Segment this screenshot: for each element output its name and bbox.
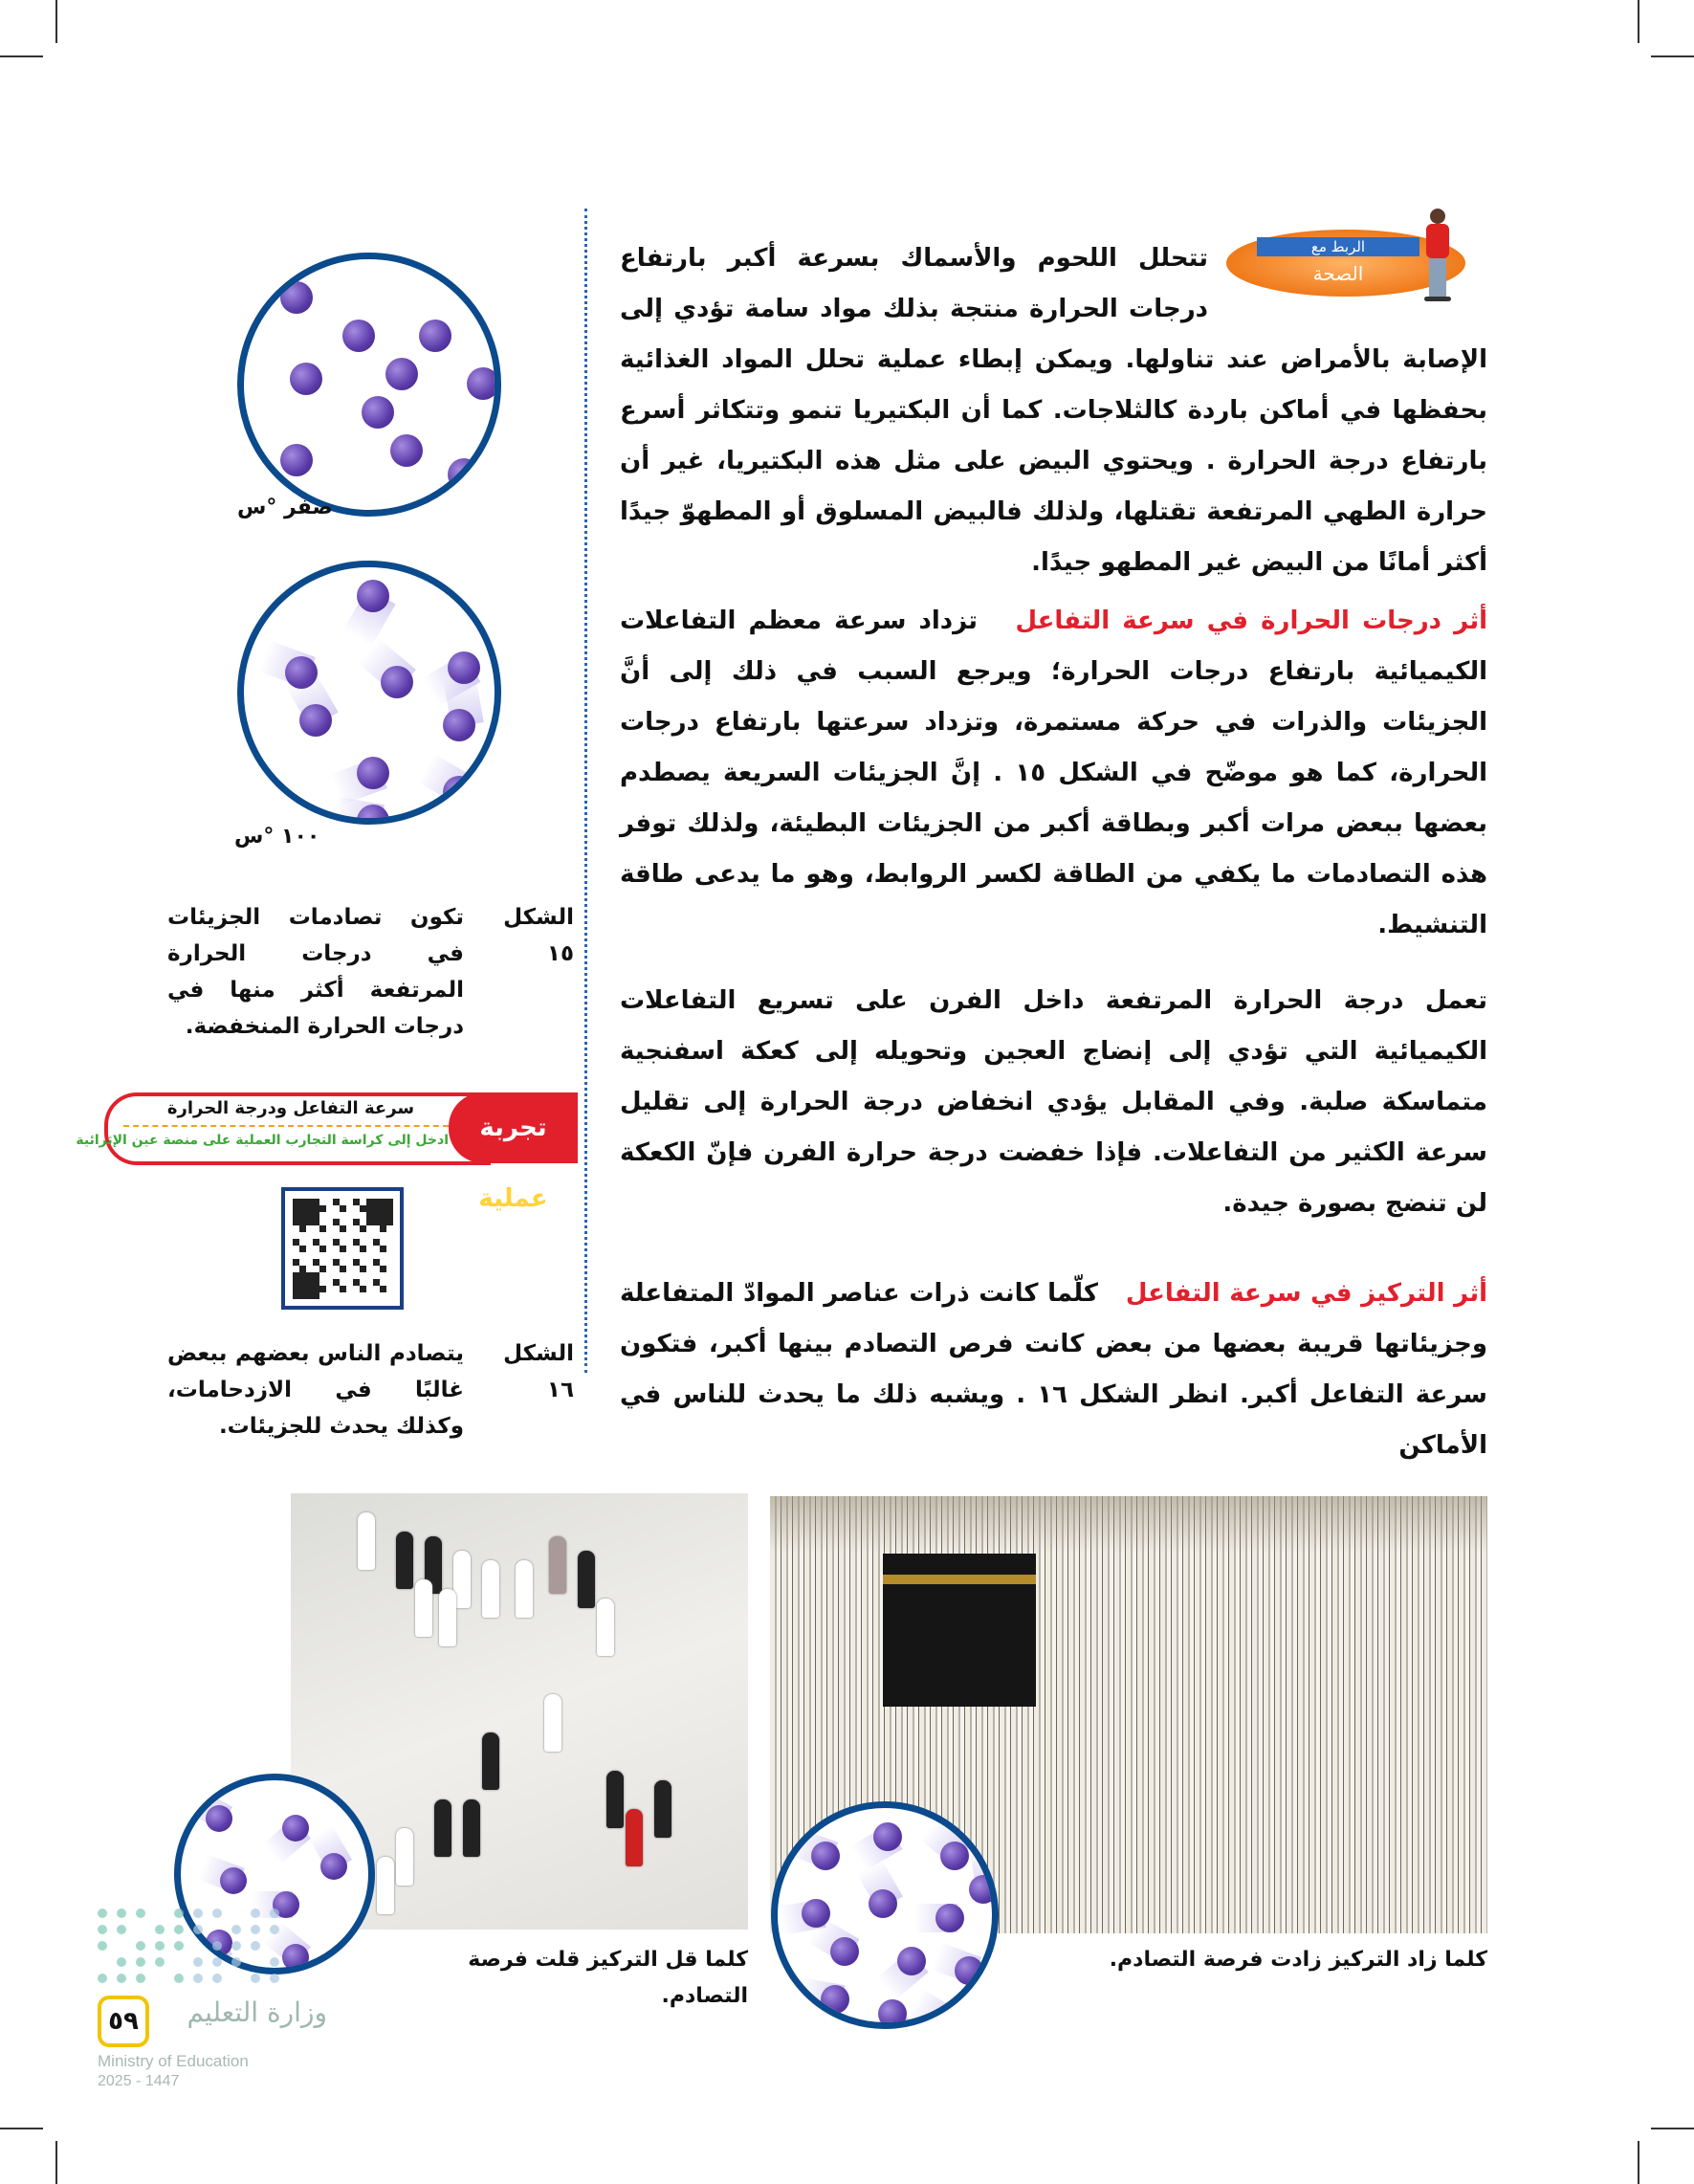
qr-module bbox=[353, 1219, 360, 1225]
qr-code[interactable] bbox=[281, 1187, 404, 1310]
logo-dot bbox=[136, 1908, 145, 1918]
qr-module bbox=[299, 1272, 306, 1279]
logo-dot bbox=[251, 1925, 260, 1934]
crop-mark bbox=[1651, 55, 1694, 57]
crop-mark bbox=[0, 55, 43, 57]
page-number: ٥٩ bbox=[98, 1996, 149, 2047]
qr-module bbox=[360, 1266, 366, 1272]
hot-molecules-diagram bbox=[237, 561, 501, 825]
molecule bbox=[390, 434, 423, 467]
person bbox=[439, 1589, 456, 1646]
qr-module bbox=[380, 1219, 386, 1225]
label-hundred-celsius: ١٠٠ °س bbox=[234, 825, 320, 849]
logo-dot bbox=[251, 1974, 260, 1983]
qr-module bbox=[386, 1219, 393, 1225]
qr-module bbox=[319, 1286, 326, 1292]
qr-module bbox=[293, 1199, 299, 1205]
qr-module bbox=[340, 1225, 346, 1232]
logo-dot bbox=[98, 1925, 107, 1934]
molecule bbox=[419, 320, 451, 352]
logo-dot bbox=[212, 1941, 222, 1951]
qr-module bbox=[299, 1246, 306, 1252]
section-heading-temperature: أثر درجات الحرارة في سرعة التفاعل bbox=[1015, 607, 1487, 635]
molecule bbox=[282, 1815, 309, 1842]
logo-dot bbox=[136, 1941, 145, 1951]
logo-dot bbox=[174, 1941, 184, 1951]
qr-module bbox=[319, 1246, 326, 1252]
molecule bbox=[448, 458, 480, 491]
qr-module bbox=[360, 1205, 366, 1212]
logo-dot bbox=[212, 1974, 222, 1983]
qr-module bbox=[360, 1286, 366, 1292]
logo-dot bbox=[251, 1908, 260, 1918]
qr-module bbox=[373, 1199, 380, 1205]
qr-module bbox=[299, 1205, 306, 1212]
temperature-section bbox=[620, 596, 1487, 951]
experiment-tag: تجربة bbox=[479, 1114, 547, 1142]
qr-module bbox=[313, 1212, 319, 1219]
person bbox=[516, 1560, 533, 1618]
qr-module bbox=[373, 1259, 380, 1266]
qr-module bbox=[293, 1219, 299, 1225]
qr-module bbox=[353, 1279, 360, 1286]
person bbox=[377, 1857, 394, 1914]
logo-dot bbox=[231, 1957, 241, 1967]
qr-module bbox=[306, 1292, 313, 1299]
qr-module bbox=[373, 1205, 380, 1212]
person bbox=[606, 1771, 624, 1828]
label-zero-celsius: صفر °س bbox=[237, 496, 333, 519]
qr-module bbox=[299, 1266, 306, 1272]
qr-module bbox=[306, 1212, 313, 1219]
molecule bbox=[299, 704, 332, 737]
logo-dot bbox=[193, 1957, 203, 1967]
crop-mark bbox=[0, 2128, 43, 2129]
logo-dot bbox=[270, 1974, 279, 1983]
qr-module bbox=[366, 1205, 373, 1212]
qr-module bbox=[293, 1292, 299, 1299]
qr-module bbox=[333, 1219, 340, 1225]
qr-module bbox=[319, 1266, 326, 1272]
molecule bbox=[342, 320, 375, 352]
qr-module bbox=[299, 1219, 306, 1225]
logo-dot bbox=[231, 1941, 241, 1951]
logo-dot bbox=[117, 1925, 126, 1934]
qr-module bbox=[353, 1239, 360, 1246]
molecule bbox=[357, 757, 389, 789]
qr-module bbox=[293, 1279, 299, 1286]
qr-module bbox=[340, 1205, 346, 1212]
oven-paragraph: تعمل درجة الحرارة المرتفعة داخل الفرن على تسريع التفاعلات الكيميائية التي تؤدي إلى إنضاج العجين وتحويله إلى كعكة اسفنجية متماسكة صلبة. وفي المقابل يؤدي انخفاض درجة الحرارة إلى تقليل سرعة الكثير من التفاعلات. فإذا خفضت درجة حرارة الفرن فإنّ الكعكة لن تنضج بصورة جيدة. bbox=[620, 986, 1487, 1218]
qr-module bbox=[340, 1246, 346, 1252]
logo-dot bbox=[136, 1974, 145, 1983]
main-text-column bbox=[620, 233, 1487, 1471]
ministry-name-en: Ministry of Education bbox=[98, 2052, 249, 2070]
qr-module bbox=[340, 1266, 346, 1272]
crop-mark bbox=[55, 0, 57, 43]
molecule bbox=[873, 1822, 902, 1851]
qr-module bbox=[299, 1212, 306, 1219]
qr-module bbox=[380, 1246, 386, 1252]
molecule bbox=[381, 666, 413, 698]
ministry-name-ar: وزارة التعليم bbox=[187, 1996, 327, 2028]
logo-dot bbox=[251, 1941, 260, 1951]
qr-module bbox=[313, 1205, 319, 1212]
qr-module bbox=[313, 1292, 319, 1299]
qr-module bbox=[380, 1286, 386, 1292]
crop-mark bbox=[55, 2141, 57, 2184]
experiment-title: سرعة التفاعل ودرجة الحرارة bbox=[166, 1098, 415, 1118]
concentration-section bbox=[620, 1268, 1487, 1471]
molecule bbox=[290, 363, 322, 395]
logo-dot bbox=[98, 1908, 107, 1918]
molecule bbox=[467, 367, 499, 400]
qr-module bbox=[366, 1212, 373, 1219]
logo-dot bbox=[270, 1957, 279, 1967]
logo-dot bbox=[117, 1908, 126, 1918]
qr-module bbox=[380, 1212, 386, 1219]
qr-module bbox=[313, 1279, 319, 1286]
molecule bbox=[280, 281, 313, 314]
person bbox=[358, 1512, 375, 1570]
motion-trail bbox=[908, 1990, 959, 2029]
qr-module bbox=[380, 1266, 386, 1272]
qr-module bbox=[293, 1259, 299, 1266]
person bbox=[463, 1799, 480, 1857]
intro-paragraph bbox=[620, 233, 1487, 588]
molecule bbox=[357, 580, 389, 612]
qr-module bbox=[319, 1225, 326, 1232]
qr-module bbox=[299, 1279, 306, 1286]
qr-module bbox=[360, 1246, 366, 1252]
molecule bbox=[830, 1937, 859, 1966]
qr-module bbox=[373, 1239, 380, 1246]
logo-dot bbox=[231, 1925, 241, 1934]
qr-module bbox=[313, 1199, 319, 1205]
figure15-number: الشكل ١٥ bbox=[503, 905, 574, 966]
logo-dot bbox=[155, 1941, 165, 1951]
qr-module bbox=[366, 1199, 373, 1205]
person bbox=[415, 1579, 432, 1637]
qr-module bbox=[306, 1286, 313, 1292]
crop-mark bbox=[1638, 2141, 1639, 2184]
year-label: 2025 - 1447 bbox=[98, 2073, 180, 2089]
qr-module bbox=[299, 1225, 306, 1232]
qr-module bbox=[380, 1205, 386, 1212]
qr-module bbox=[340, 1286, 346, 1292]
qr-module bbox=[306, 1279, 313, 1286]
qr-module bbox=[380, 1199, 386, 1205]
logo-dot bbox=[136, 1957, 145, 1967]
qr-module bbox=[380, 1225, 386, 1232]
molecule bbox=[897, 1947, 926, 1975]
person bbox=[597, 1599, 614, 1656]
qr-module bbox=[293, 1272, 299, 1279]
molecule bbox=[878, 1999, 907, 2028]
logo-dot bbox=[174, 1908, 184, 1918]
qr-module bbox=[386, 1212, 393, 1219]
crop-mark bbox=[1651, 2128, 1694, 2129]
logo-dot bbox=[98, 1941, 107, 1951]
qr-module bbox=[353, 1199, 360, 1205]
qr-module bbox=[373, 1212, 380, 1219]
logo-dot bbox=[98, 1974, 107, 1983]
badge-line1: الربط مع bbox=[1257, 237, 1419, 256]
person bbox=[482, 1732, 499, 1790]
molecule bbox=[206, 1805, 232, 1832]
badge-line2: الصحة bbox=[1312, 262, 1364, 285]
molecule bbox=[220, 1867, 247, 1894]
high-concentration-diagram bbox=[771, 1801, 999, 2029]
qr-module bbox=[306, 1199, 313, 1205]
molecule bbox=[811, 1842, 840, 1870]
section-heading-concentration: أثر التركيز في سرعة التفاعل bbox=[1125, 1279, 1487, 1308]
kaaba bbox=[883, 1554, 1036, 1707]
qr-module bbox=[360, 1225, 366, 1232]
person bbox=[654, 1780, 671, 1838]
logo-dot bbox=[155, 1925, 165, 1934]
qr-module bbox=[386, 1205, 393, 1212]
person bbox=[578, 1551, 595, 1608]
column-divider bbox=[584, 209, 587, 1373]
molecule bbox=[821, 1985, 849, 2014]
molecule bbox=[955, 1956, 983, 1985]
person bbox=[396, 1828, 413, 1886]
qr-module bbox=[373, 1279, 380, 1286]
temperature-text: تزداد سرعة معظم التفاعلات الكيميائية بارتفاع درجات الحرارة؛ ويرجع السبب في ذلك إلى أنَّ الجزيئات والذرات في حركة مستمرة، وتزداد سرعتها بارتفاع درجات الحرارة، كما هو موضّح في الشكل ١٥ . إنَّ الجزيئات السريعة يصطدم بعضها ببعض مرات أكبر وبطاقة أكبر من الجزيئات البطيئة، ولذلك توفر هذه التصادمات ما يكفي من الطاقة لكسر الروابط، وهو ما يدعى طاقة التنشيط. bbox=[620, 607, 1487, 939]
logo-dot bbox=[117, 1957, 126, 1967]
logo-dot bbox=[174, 1974, 184, 1983]
qr-module bbox=[373, 1219, 380, 1225]
molecule bbox=[935, 1904, 964, 1932]
person bbox=[396, 1532, 413, 1589]
person bbox=[544, 1694, 561, 1752]
qr-module bbox=[306, 1272, 313, 1279]
qr-module bbox=[299, 1286, 306, 1292]
qr-module bbox=[333, 1199, 340, 1205]
qr-module bbox=[306, 1219, 313, 1225]
low-concentration-caption: كلما قل التركيز قلت فرصة التصادم. bbox=[468, 1948, 748, 2008]
cold-molecules-diagram bbox=[237, 253, 501, 517]
qr-module bbox=[313, 1239, 319, 1246]
molecule bbox=[280, 444, 313, 476]
person bbox=[434, 1799, 451, 1857]
figure15-caption: تكون تصادمات الجزيئات في درجات الحرارة المرتفعة أكثر منها في درجات الحرارة المنخفضة. bbox=[167, 905, 464, 1039]
molecule bbox=[362, 396, 394, 429]
logo-dot bbox=[193, 1925, 203, 1934]
molecule bbox=[320, 1853, 347, 1880]
qr-module bbox=[293, 1286, 299, 1292]
qr-module bbox=[353, 1259, 360, 1266]
concentration-text: كلّما كانت ذرات عناصر الموادّ المتفاعلة وجزيئاتها قريبة بعضها من بعض كانت فرص التصادم بينها أكبر، فتكون سرعة التفاعل أكبر. انظر الشكل ١٦ . ويشبه ذلك ما يحدث للناس في الأماكن bbox=[620, 1279, 1488, 1460]
person bbox=[549, 1536, 566, 1594]
person bbox=[482, 1560, 499, 1618]
intro-text: تتحلل اللحوم والأسماك بسرعة أكبر بارتفاع درجات الحرارة منتجة بذلك مواد سامة تؤدي إلى الإصابة بالأمراض عند تناولها. ويمكن إبطاء عملية تحلل المواد الغذائية بحفظها في أماكن باردة كالثلاجات. كما أن البكتيريا تنمو وتتكاثر أسرع بارتفاع درجة الحرارة . ويحتوي البيض على مثل هذه البكتيريا، غير أن حرارة الطهي المرتفعة تقتلها، ولذلك فالبيض المسلوق أو المطهوّ جيدًا أكثر أمانًا من البيض غير المطهو جيدًا. bbox=[620, 244, 1487, 577]
figure16-caption: يتصادم الناس بعضهم ببعض غالبًا في الازدحامات، وكذلك يحدث للجزيئات. bbox=[167, 1341, 464, 1439]
qr-module bbox=[299, 1199, 306, 1205]
qr-module bbox=[366, 1219, 373, 1225]
molecule bbox=[443, 776, 475, 808]
qr-module bbox=[333, 1259, 340, 1266]
qr-module bbox=[293, 1205, 299, 1212]
logo-dot bbox=[155, 1957, 165, 1967]
molecule bbox=[385, 358, 418, 390]
logo-dot bbox=[270, 1925, 279, 1934]
qr-module bbox=[313, 1219, 319, 1225]
experiment-link[interactable]: ادخل إلى كراسة التجارب العملية على منصة عين الإثرائية bbox=[76, 1133, 449, 1148]
molecule bbox=[443, 709, 475, 741]
logo-dot bbox=[174, 1925, 184, 1934]
logo-dot bbox=[193, 1908, 203, 1918]
logo-dot bbox=[212, 1957, 222, 1967]
qr-module bbox=[306, 1205, 313, 1212]
qr-module bbox=[333, 1279, 340, 1286]
experiment-tag-accent: عملية bbox=[478, 1184, 548, 1213]
qr-module bbox=[313, 1286, 319, 1292]
molecule bbox=[940, 1842, 969, 1870]
qr-module bbox=[386, 1199, 393, 1205]
qr-module bbox=[293, 1239, 299, 1246]
molecule bbox=[869, 1889, 897, 1918]
qr-module bbox=[313, 1259, 319, 1266]
qr-module bbox=[313, 1272, 319, 1279]
molecule bbox=[357, 805, 389, 825]
logo-dot bbox=[270, 1908, 279, 1918]
high-concentration-caption: كلما زاد التركيز زادت فرصة التصادم. bbox=[1109, 1948, 1487, 1972]
logo-dot bbox=[117, 1974, 126, 1983]
person bbox=[626, 1809, 643, 1866]
experiment-banner[interactable] bbox=[76, 1092, 578, 1213]
logo-dot bbox=[193, 1974, 203, 1983]
figure16-number: الشكل ١٦ bbox=[503, 1341, 574, 1402]
qr-module bbox=[333, 1239, 340, 1246]
qr-module bbox=[319, 1205, 326, 1212]
qr-module bbox=[293, 1212, 299, 1219]
logo-dot bbox=[212, 1908, 222, 1918]
qr-module bbox=[299, 1292, 306, 1299]
crop-mark bbox=[1638, 0, 1639, 43]
